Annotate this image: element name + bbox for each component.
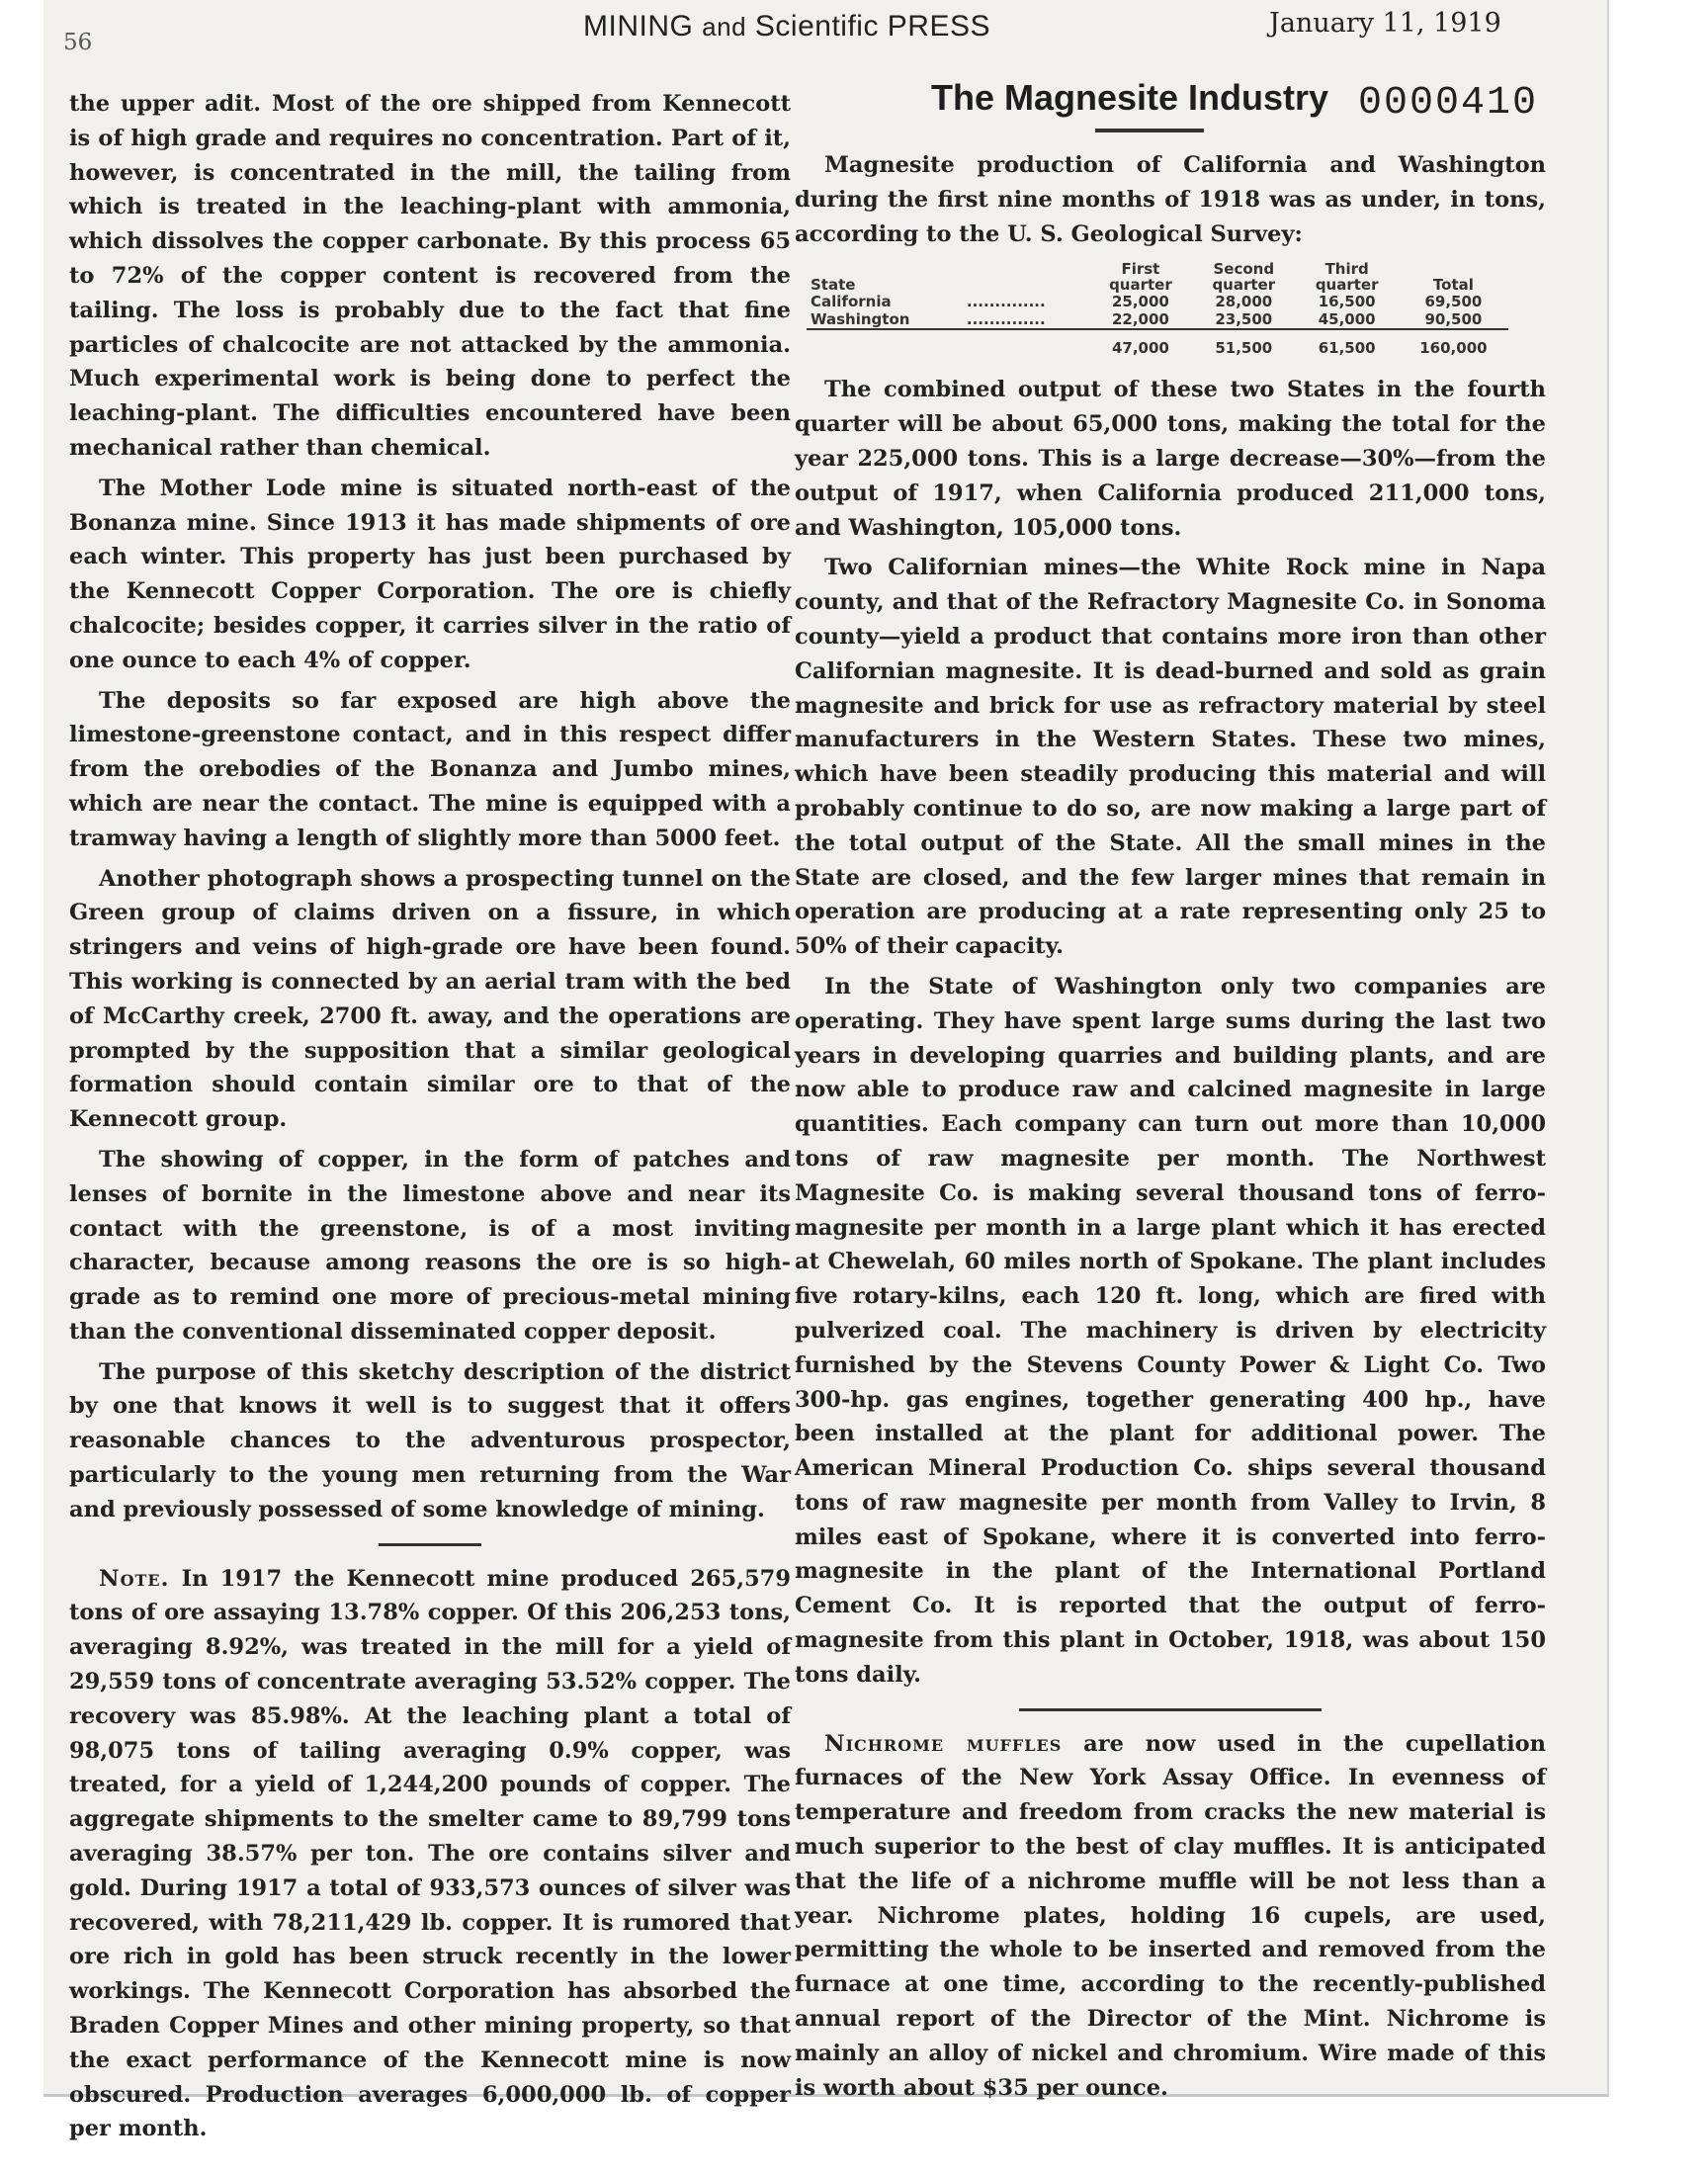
row-q2: 23,500 xyxy=(1215,310,1273,329)
note-paragraph xyxy=(69,1562,791,2147)
page-header xyxy=(43,0,1607,79)
left-paragraph-1: the upper adit. Most of the ore shipped from Kennecott is of high grade and requires no concentration. Part of it, however, is concentrated in the mill, the tailing from which is treated in the leaching-plant with ammonia, which dissolves the copper carbonate. By this process 65 to 72% of the copper content is recovered from the tailing. The loss is probably due to the fact that fine particles of chalcocite are not attacked by the ammonia. Much experimental work is being done to perfect the leaching-plant. The difficulties encountered have been mechanical rather than chemical. xyxy=(69,91,791,461)
header-q1: First quarter xyxy=(1109,260,1172,295)
left-paragraph-6: The purpose of this sketchy description of the district by one that knows it well is to suggest that it offers reasonable chances to the adventurous prospector, particularly to the young men returning from the War and previously possessed of some knowledge of mining. xyxy=(69,1358,791,1522)
row-state: Washington xyxy=(811,310,910,329)
publication-name-and: and xyxy=(702,12,747,42)
note-text: In 1917 the Kennecott mine produced 265,579 tons of ore assaying 13.78% copper. Of this 206,253 tons, averaging 8.92%, was treated in the mill for a yield of 29,559 tons of concentrate averaging 53.52% copper. The recovery was 85.98%. At the leaching plant a total of 98,075 tons of tailing averaging 0.9% copper, was treated, for a yield of 1,244,200 pounds of copper. The aggregate shipments to the smelter came to 89,799 tons averaging 38.57% per ton. The ore contains silver and gold. During 1917 a total of 933,573 ounces of silver was recovered, with 78,211,429 lb. copper. It is rumored that ore rich in gold has been struck recently in the lower workings. The Kennecott Corporation has absorbed the Braden Copper Mines and other mining property, so that the exact performance of the Kennecott mine is now obscured. Production averages 6,000,000 lb. of copper per month. xyxy=(69,1565,791,2142)
table-header-row xyxy=(807,261,1508,293)
right-paragraph-2: Two Californian mines—the White Rock mine in Napa county, and that of the Refractory Magnesite Co. in Sonoma county—yield a product that contains more iron than other Californian magnesite. It is dead-burned and sold as grain magnesite and brick for use as refractory material by steel manufacturers in the Western States. These two mines, which have been steadily producing this material and will probably continue to do so, are now making a large part of the total output of the State. All the small mines in the State are closed, and the few larger mines that remain in operation are producing at a rate representing only 25 to 50% of their capacity. xyxy=(795,555,1546,960)
issue-date: January 11, 1919 xyxy=(1269,8,1501,39)
publication-name-rest: Scientific PRESS xyxy=(754,10,990,43)
page-sheet xyxy=(43,0,1609,2142)
nichrome-paragraph xyxy=(795,1727,1546,2106)
total-q1: 47,000 xyxy=(1089,329,1192,357)
left-column xyxy=(69,87,791,2152)
left-paragraph-3: The deposits so far exposed are high above the limestone-greenstone contact, and in this respect differ from the orebodies of the Bonanza and Jumbo mines, which are near the contact. The mine is equipped with a tramway having a length of slightly more than 5000 feet. xyxy=(69,687,791,851)
left-paragraph-5: The showing of copper, in the form of patches and lenses of bornite in the limestone above and near its contact with the greenstone, is of a most inviting character, because among reasons the ore is so high-grade as to remind one more of precious-metal mining than the conventional disseminated copper deposit. xyxy=(69,1146,791,1345)
row-q2: 28,000 xyxy=(1215,293,1273,311)
left-paragraph-4: Another photograph shows a prospecting tunnel on the Green group of claims driven on a fissure, in which stringers and veins of high-grade ore have been found. This working is connected by an aerial tram with the bed of McCarthy creek, 2700 ft. away, and the operations are prompted by the supposition that a similar geological formation should contain similar ore to that of the Kennecott group. xyxy=(69,865,791,1133)
section-divider-right xyxy=(1019,1708,1322,1711)
nichrome-lead: Nichrome muffles xyxy=(824,1730,1063,1757)
row-q3: 16,500 xyxy=(1318,293,1376,311)
row-state: California xyxy=(811,293,892,311)
publication-name-main: MINING xyxy=(583,10,694,43)
total-q2: 51,500 xyxy=(1192,329,1295,357)
magnesite-intro: Magnesite production of California and Washington during the first nine months of 1918 was as under, in tons, according to the U. S. Geological Survey: xyxy=(795,152,1546,247)
production-table xyxy=(807,261,1508,357)
row-leader: .............. xyxy=(966,310,1046,329)
row-total: 90,500 xyxy=(1424,310,1483,329)
right-paragraph-3: In the State of Washington only two companies are operating. They have spent large sums during the last two years in developing quarries and building plants, and are now able to produce raw and calcined magnesite in large quantities. Each company can turn out more than 10,000 tons of raw magnesite per month. The Northwest Magnesite Co. is making several thousand tons of ferro-magnesite per month in a large plant which it has erected at Chewelah, 60 miles north of Spokane. The plant includes five rotary-kilns, each 120 ft. long, which are fired with pulverized coal. The machinery is driven by electricity furnished by the Stevens County Power & Light Co. Two 300-hp. gas engines, together generating 400 hp., have been installed at the plant for additional power. The American Mineral Production Co. ships several thousand tons of raw magnesite per month from Valley to Irvin, 8 miles east of Spokane, where it is converted into ferro-magnesite in the plant of the International Portland Cement Co. It is reported that the output of ferro-magnesite from this plant in October, 1918, was about 150 tons daily. xyxy=(795,973,1546,1688)
nichrome-text: are now used in the cupellation furnaces of the New York Assay Office. In evenness of temperature and freedom from cracks the new material is much superior to the best of clay muffles. It is anticipated that the life of a nichrome muffle will be not less than a year. Nichrome plates, holding 16 cupels, are used, permitting the whole to be inserted and removed from the furnace at one time, according to the recently-published annual report of the Director of the Mint. Nichrome is mainly an alloy of nickel and chromium. Wire made of this is worth about $35 per ounce. xyxy=(795,1730,1546,2101)
archive-stamp: 0000410 xyxy=(1358,81,1539,126)
note-lead: Note. xyxy=(99,1565,170,1592)
title-underline xyxy=(1095,129,1204,132)
header-q3: Third quarter xyxy=(1315,260,1379,295)
left-paragraph-2: The Mother Lode mine is situated north-east of the Bonanza mine. Since 1913 it has made shipments of ore each winter. This property has just been purchased by the Kennecott Copper Corporation. The ore is chiefly chalcocite; besides copper, it carries silver in the ratio of one ounce to each 4% of copper. xyxy=(69,475,791,673)
header-q2: Second quarter xyxy=(1212,260,1276,295)
table-row xyxy=(807,310,1508,329)
row-q3: 45,000 xyxy=(1318,310,1376,329)
row-total: 69,500 xyxy=(1424,293,1483,311)
total-all: 160,000 xyxy=(1399,329,1508,357)
header-total: Total xyxy=(1432,276,1474,295)
article-title: The Magnesite Industry xyxy=(931,77,1329,118)
total-q3: 61,500 xyxy=(1295,329,1398,357)
row-leader: .............. xyxy=(966,293,1046,311)
right-column xyxy=(795,148,1546,2111)
page-number: 56 xyxy=(63,30,93,55)
row-q1: 25,000 xyxy=(1111,293,1169,311)
right-paragraph-1: The combined output of these two States in the fourth quarter will be about 65,000 tons, making the total for the year 225,000 tons. This is a large decrease—30%—from the output of 1917, when California produced 211,000 tons, and Washington, 105,000 tons. xyxy=(795,377,1546,541)
header-state: State xyxy=(811,276,856,295)
table-totals-row xyxy=(807,329,1508,357)
row-q1: 22,000 xyxy=(1111,310,1169,329)
section-divider-left xyxy=(379,1543,481,1546)
publication-name xyxy=(583,10,990,44)
table-row xyxy=(807,293,1508,310)
